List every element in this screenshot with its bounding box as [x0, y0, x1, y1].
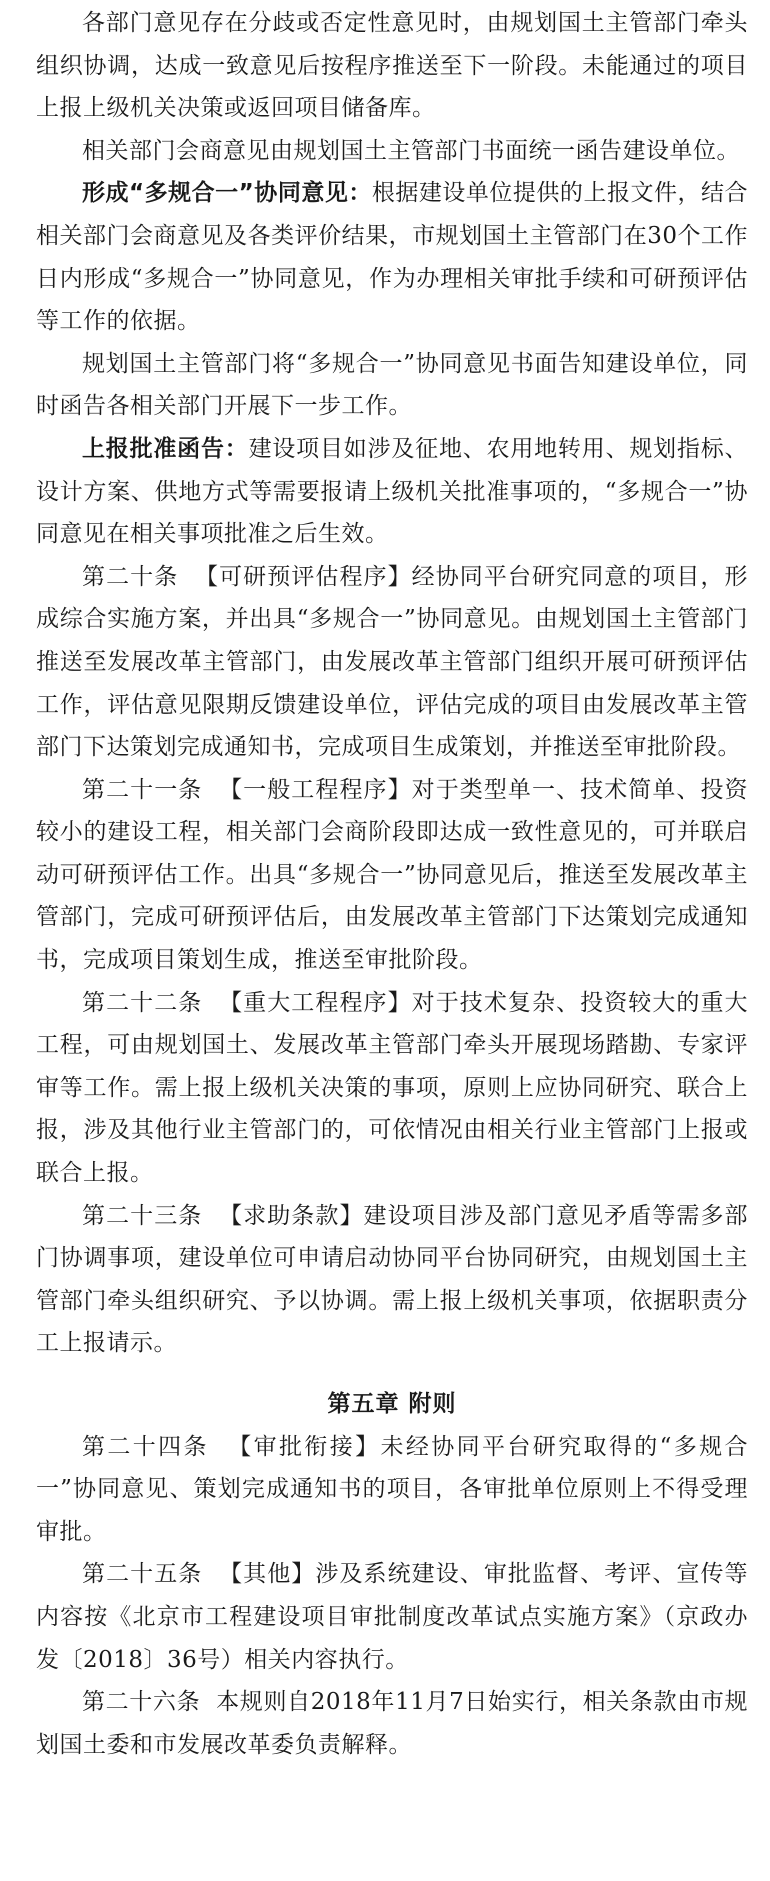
article-title: 【可研预评估程序】	[195, 563, 412, 590]
paragraph-text: 建设项目如涉及征地、农用地转用、规划指标、设计方案、供地方式等需要报请上级机关批准事项的，“多规合一”协同意见在相关事项批准之后生效。	[36, 435, 749, 548]
article-21	[36, 769, 748, 982]
article-body: 本规则自2018年11月7日始实行，相关条款由市规划国土委和市发展改革委负责解释。	[36, 1689, 749, 1758]
paragraph-heading: 形成“多规合一”协同意见：	[82, 180, 372, 207]
article-number: 第二十条	[82, 563, 179, 590]
article-20	[36, 556, 748, 769]
article-body: 建设项目涉及部门意见矛盾等需多部门协调事项，建设单位可申请启动协同平台协同研究，由规划国土主管部门牵头组织研究、予以协调。需上报上级机关事项，依据职责分工上报请示。	[36, 1202, 749, 1357]
article-body: 对于技术复杂、投资较大的重大工程，可由规划国土、发展改革主管部门牵头开展现场踏勘、专家评审等工作。需上报上级机关决策的事项，原则上应协同研究、联合上报，涉及其他行业主管部门的，可依情况由相关行业主管部门上报或联合上报。	[36, 989, 749, 1187]
paragraph-notification	[36, 130, 748, 173]
article-number: 第二十一条	[82, 776, 203, 803]
article-number: 第二十三条	[82, 1202, 203, 1229]
paragraph-approval-report	[36, 428, 748, 556]
article-body: 未经协同平台研究取得的“多规合一”协同意见、策划完成通知书的项目，各审批单位原则上不得受理审批。	[36, 1433, 749, 1545]
article-25	[36, 1553, 748, 1681]
article-title: 【其他】	[219, 1561, 316, 1588]
paragraph-written-notice	[36, 343, 748, 428]
article-number: 第二十六条	[82, 1689, 201, 1716]
article-number: 第二十四条	[82, 1433, 209, 1460]
article-22	[36, 982, 748, 1195]
paragraph-text: 相关部门会商意见由规划国土主管部门书面统一函告建设单位。	[82, 137, 740, 164]
article-body: 涉及系统建设、审批监督、考评、宣传等内容按《北京市工程建设项目审批制度改革试点实施方案》（京政办发〔2018〕36号）相关内容执行。	[36, 1561, 749, 1673]
article-24	[36, 1426, 748, 1554]
article-23	[36, 1195, 748, 1365]
article-number: 第二十二条	[82, 989, 203, 1016]
paragraph-text: 根据建设单位提供的上报文件，结合相关部门会商意见及各类评价结果，市规划国土主管部门在30个工作日内形成“多规合一”协同意见，作为办理相关审批手续和可研预评估等工作的依据。	[36, 180, 749, 335]
chapter-heading	[36, 1383, 748, 1426]
paragraph-disagreement	[36, 2, 748, 130]
paragraph-heading: 上报批准函告：	[82, 435, 249, 462]
chapter-title: 第五章 附则	[327, 1391, 457, 1417]
paragraph-text: 各部门意见存在分歧或否定性意见时，由规划国土主管部门牵头组织协调，达成一致意见后按程序推送至下一阶段。未能通过的项目上报上级机关决策或返回项目储备库。	[36, 10, 748, 122]
paragraph-coordination-opinion	[36, 172, 748, 342]
article-title: 【求助条款】	[219, 1202, 364, 1229]
article-body: 经协同平台研究同意的项目，形成综合实施方案，并出具“多规合一”协同意见。由规划国土主管部门推送至发展改革主管部门，由发展改革主管部门组织开展可研预评估工作，评估意见限期反馈建设单位，评估完成的项目由发展改革主管部门下达策划完成通知书，完成项目生成策划，并推送至审批阶段。	[36, 563, 749, 761]
article-title: 【审批衔接】	[228, 1433, 381, 1460]
article-title: 【重大工程程序】	[219, 989, 412, 1016]
paragraph-text: 规划国土主管部门将“多规合一”协同意见书面告知建设单位，同时函告各相关部门开展下一步工作。	[36, 350, 748, 420]
article-26	[36, 1681, 748, 1766]
article-number: 第二十五条	[82, 1561, 203, 1588]
article-title: 【一般工程程序】	[219, 776, 412, 803]
article-body: 对于类型单一、技术简单、投资较小的建设工程，相关部门会商阶段即达成一致性意见的，可并联启动可研预评估工作。出具“多规合一”协同意见后，推送至发展改革主管部门，完成可研预评估后，由发展改革主管部门下达策划完成通知书，完成项目策划生成，推送至审批阶段。	[36, 776, 749, 974]
